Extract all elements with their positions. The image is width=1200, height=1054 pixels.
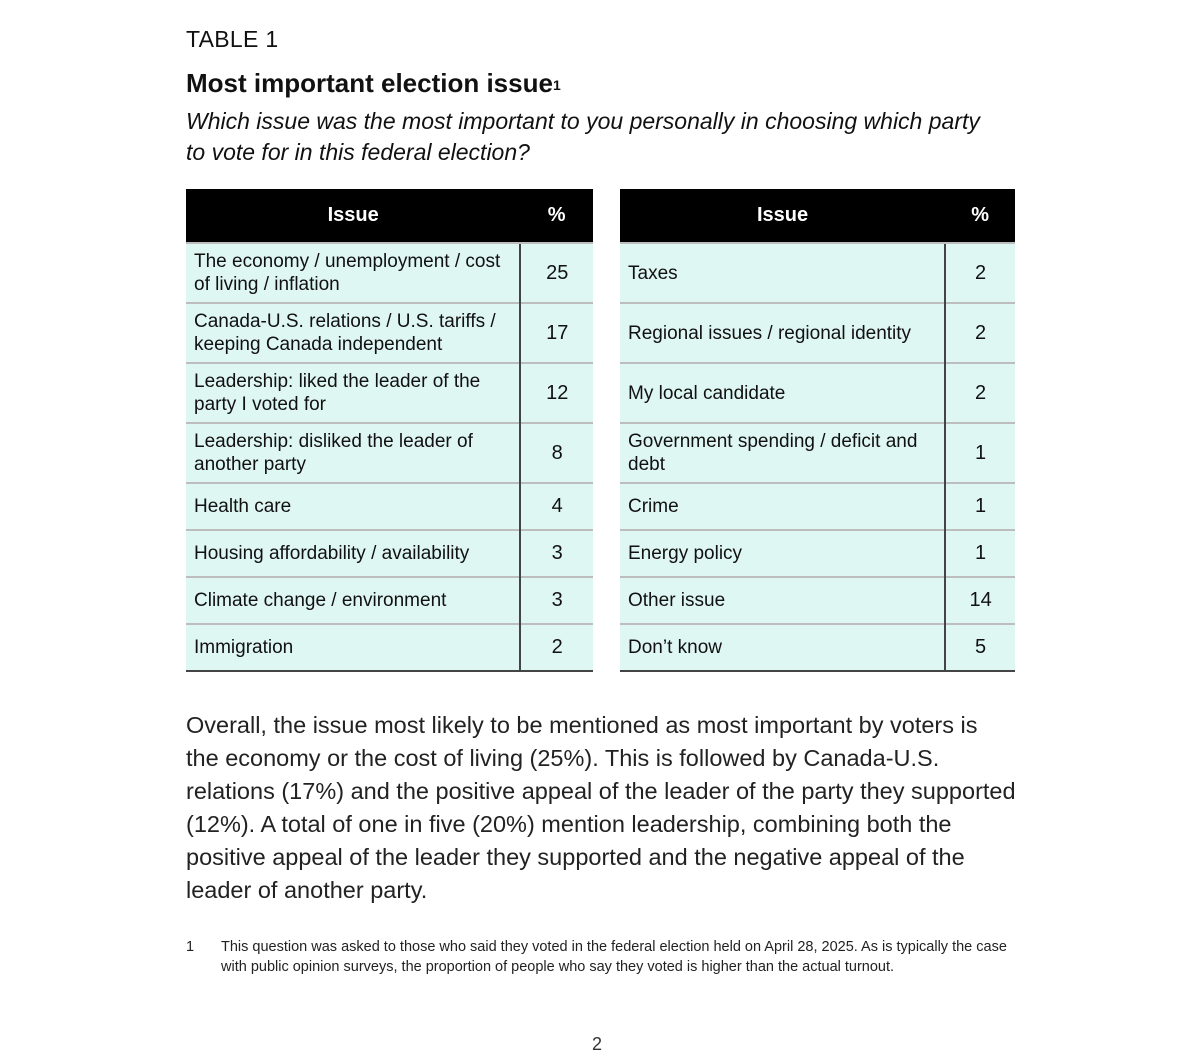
issue-cell: Other issue bbox=[620, 577, 945, 624]
table-row bbox=[620, 363, 1015, 423]
issue-cell: Government spending / deficit and debt bbox=[620, 423, 945, 483]
table-row bbox=[620, 423, 1015, 483]
issue-cell: Energy policy bbox=[620, 530, 945, 577]
percent-cell: 1 bbox=[945, 530, 1015, 577]
column-header-percent: % bbox=[945, 189, 1015, 243]
table-row bbox=[186, 303, 593, 363]
issue-tables bbox=[186, 189, 1016, 671]
table-row bbox=[620, 243, 1015, 303]
column-header-issue: Issue bbox=[186, 189, 520, 243]
percent-cell: 17 bbox=[520, 303, 593, 363]
issue-cell: Taxes bbox=[620, 243, 945, 303]
percent-cell: 25 bbox=[520, 243, 593, 303]
percent-cell: 5 bbox=[945, 624, 1015, 671]
footnote-text: This question was asked to those who said they voted in the federal election held on April 28, 2025. As is typically the case with public opinion surveys, the proportion of people who say they voted is higher than the actual turnout. bbox=[221, 939, 1007, 975]
percent-cell: 8 bbox=[520, 423, 593, 483]
survey-question: Which issue was the most important to you personally in choosing which party to vote for in this federal election? bbox=[186, 108, 980, 165]
table-row bbox=[620, 303, 1015, 363]
table-row bbox=[186, 243, 593, 303]
issue-cell: Leadership: liked the leader of the party I voted for bbox=[186, 363, 520, 423]
issue-cell: Crime bbox=[620, 483, 945, 530]
issue-cell: My local candidate bbox=[620, 363, 945, 423]
issue-cell: Immigration bbox=[186, 624, 520, 671]
percent-cell: 1 bbox=[945, 423, 1015, 483]
issue-cell: Regional issues / regional identity bbox=[620, 303, 945, 363]
page-number: 2 bbox=[592, 1034, 603, 1054]
table-label: TABLE 1 bbox=[186, 26, 279, 52]
percent-cell: 1 bbox=[945, 483, 1015, 530]
percent-cell: 3 bbox=[520, 530, 593, 577]
percent-cell: 3 bbox=[520, 577, 593, 624]
issue-cell: Climate change / environment bbox=[186, 577, 520, 624]
issues-table-right bbox=[620, 189, 1015, 672]
percent-cell: 2 bbox=[520, 624, 593, 671]
table-row bbox=[620, 530, 1015, 577]
percent-cell: 12 bbox=[520, 363, 593, 423]
percent-cell: 4 bbox=[520, 483, 593, 530]
table-row bbox=[186, 483, 593, 530]
footnote-number: 1 bbox=[186, 939, 195, 955]
percent-cell: 2 bbox=[945, 243, 1015, 303]
footnote bbox=[186, 937, 1016, 977]
issue-cell: Housing affordability / availability bbox=[186, 530, 520, 577]
table-row bbox=[186, 363, 593, 423]
table-row bbox=[186, 530, 593, 577]
issue-cell: The economy / unemployment / cost of living / inflation bbox=[186, 243, 520, 303]
table-title-text: Most important election issue bbox=[186, 68, 553, 98]
column-header-issue: Issue bbox=[620, 189, 945, 243]
table-row bbox=[186, 423, 593, 483]
issues-table-left bbox=[186, 189, 593, 672]
issue-cell: Leadership: disliked the leader of another party bbox=[186, 423, 520, 483]
issue-cell: Don’t know bbox=[620, 624, 945, 671]
title-footnote-mark: 1 bbox=[552, 77, 561, 93]
table-title bbox=[186, 66, 1016, 100]
issue-cell: Health care bbox=[186, 483, 520, 530]
document-page bbox=[186, 24, 1016, 975]
percent-cell: 2 bbox=[945, 363, 1015, 423]
issue-cell: Canada-U.S. relations / U.S. tariffs / keeping Canada independent bbox=[186, 303, 520, 363]
column-header-percent: % bbox=[520, 189, 593, 243]
percent-cell: 14 bbox=[945, 577, 1015, 624]
table-row bbox=[620, 624, 1015, 671]
table-row bbox=[620, 483, 1015, 530]
percent-cell: 2 bbox=[945, 303, 1015, 363]
table-row bbox=[620, 577, 1015, 624]
table-row bbox=[186, 577, 593, 624]
table-row bbox=[186, 624, 593, 671]
body-paragraph: Overall, the issue most likely to be mentioned as most important by voters is the economy or the cost of living (25%). This is followed by Canada-U.S. relations (17%) and the positive appeal of the leader of the party they supported (12%). A total of one in five (20%) mention leadership, combining both the positive appeal of the leader they supported and the negative appeal of the leader of another party. bbox=[186, 712, 1016, 903]
